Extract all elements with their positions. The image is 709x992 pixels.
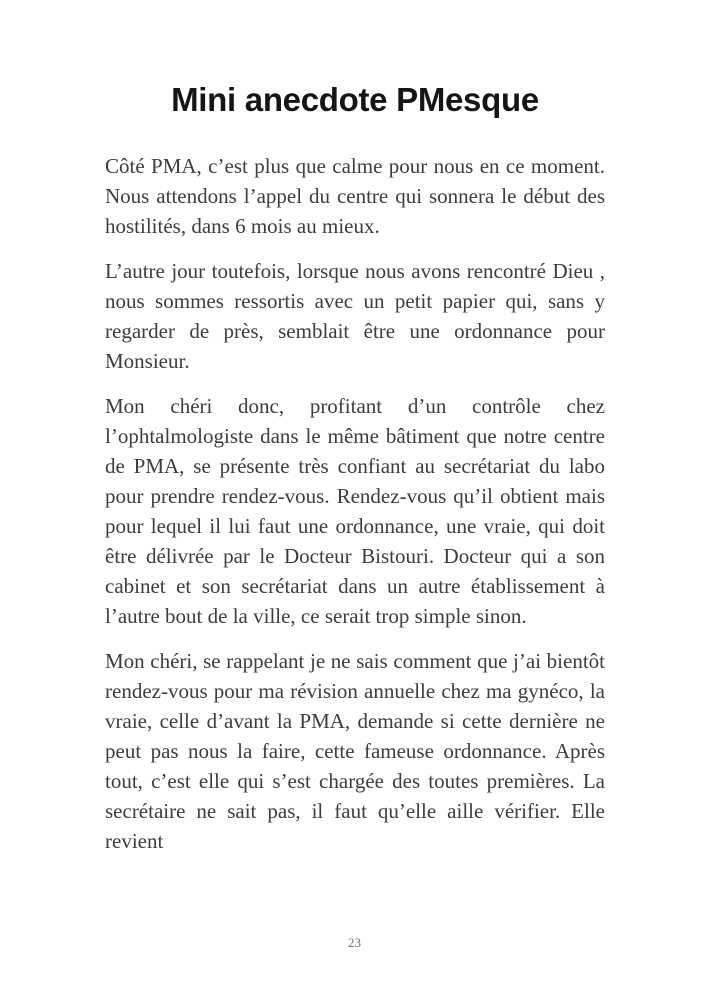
page-number: 23 (348, 935, 361, 950)
paragraph-2: L’autre jour toutefois, lorsque nous avons rencontré Dieu , nous sommes ressortis avec un petit papier qui, sans y regarder de près, semblait être une ordonnance pour Monsieur. (105, 259, 605, 373)
page-footer (0, 934, 709, 952)
page-title: Mini anecdote PMesque (171, 81, 539, 118)
paragraph-4: Mon chéri, se rappelant je ne sais comment que j’ai bientôt rendez-vous pour ma révision annuelle chez ma gynéco, la vraie, celle d’avant la PMA, demande si cette dernière ne peut pas nous la faire, cette fameuse ordonnance. Après tout, c’est elle qui s’est chargée des toutes premières. La secrétaire ne sait pas, il faut qu’elle aille vérifier. Elle revient (105, 649, 605, 853)
paragraph-1: Côté PMA, c’est plus que calme pour nous en ce moment. Nous attendons l’appel du centre qui sonnera le début des hostilités, dans 6 mois au mieux. (105, 154, 605, 238)
paragraph-3: Mon chéri donc, profitant d’un contrôle chez l’ophtalmologiste dans le même bâtiment que notre centre de PMA, se présente très confiant au secrétariat du labo pour prendre rendez-vous. Rendez-vous qu’il obtient mais pour lequel il lui faut une ordonnance, une vraie, qui doit être délivrée par le Docteur Bistouri. Docteur qui a son cabinet et son secrétariat dans un autre établissement à l’autre bout de la ville, ce serait trop simple sinon. (105, 394, 605, 628)
page-content (105, 0, 605, 856)
